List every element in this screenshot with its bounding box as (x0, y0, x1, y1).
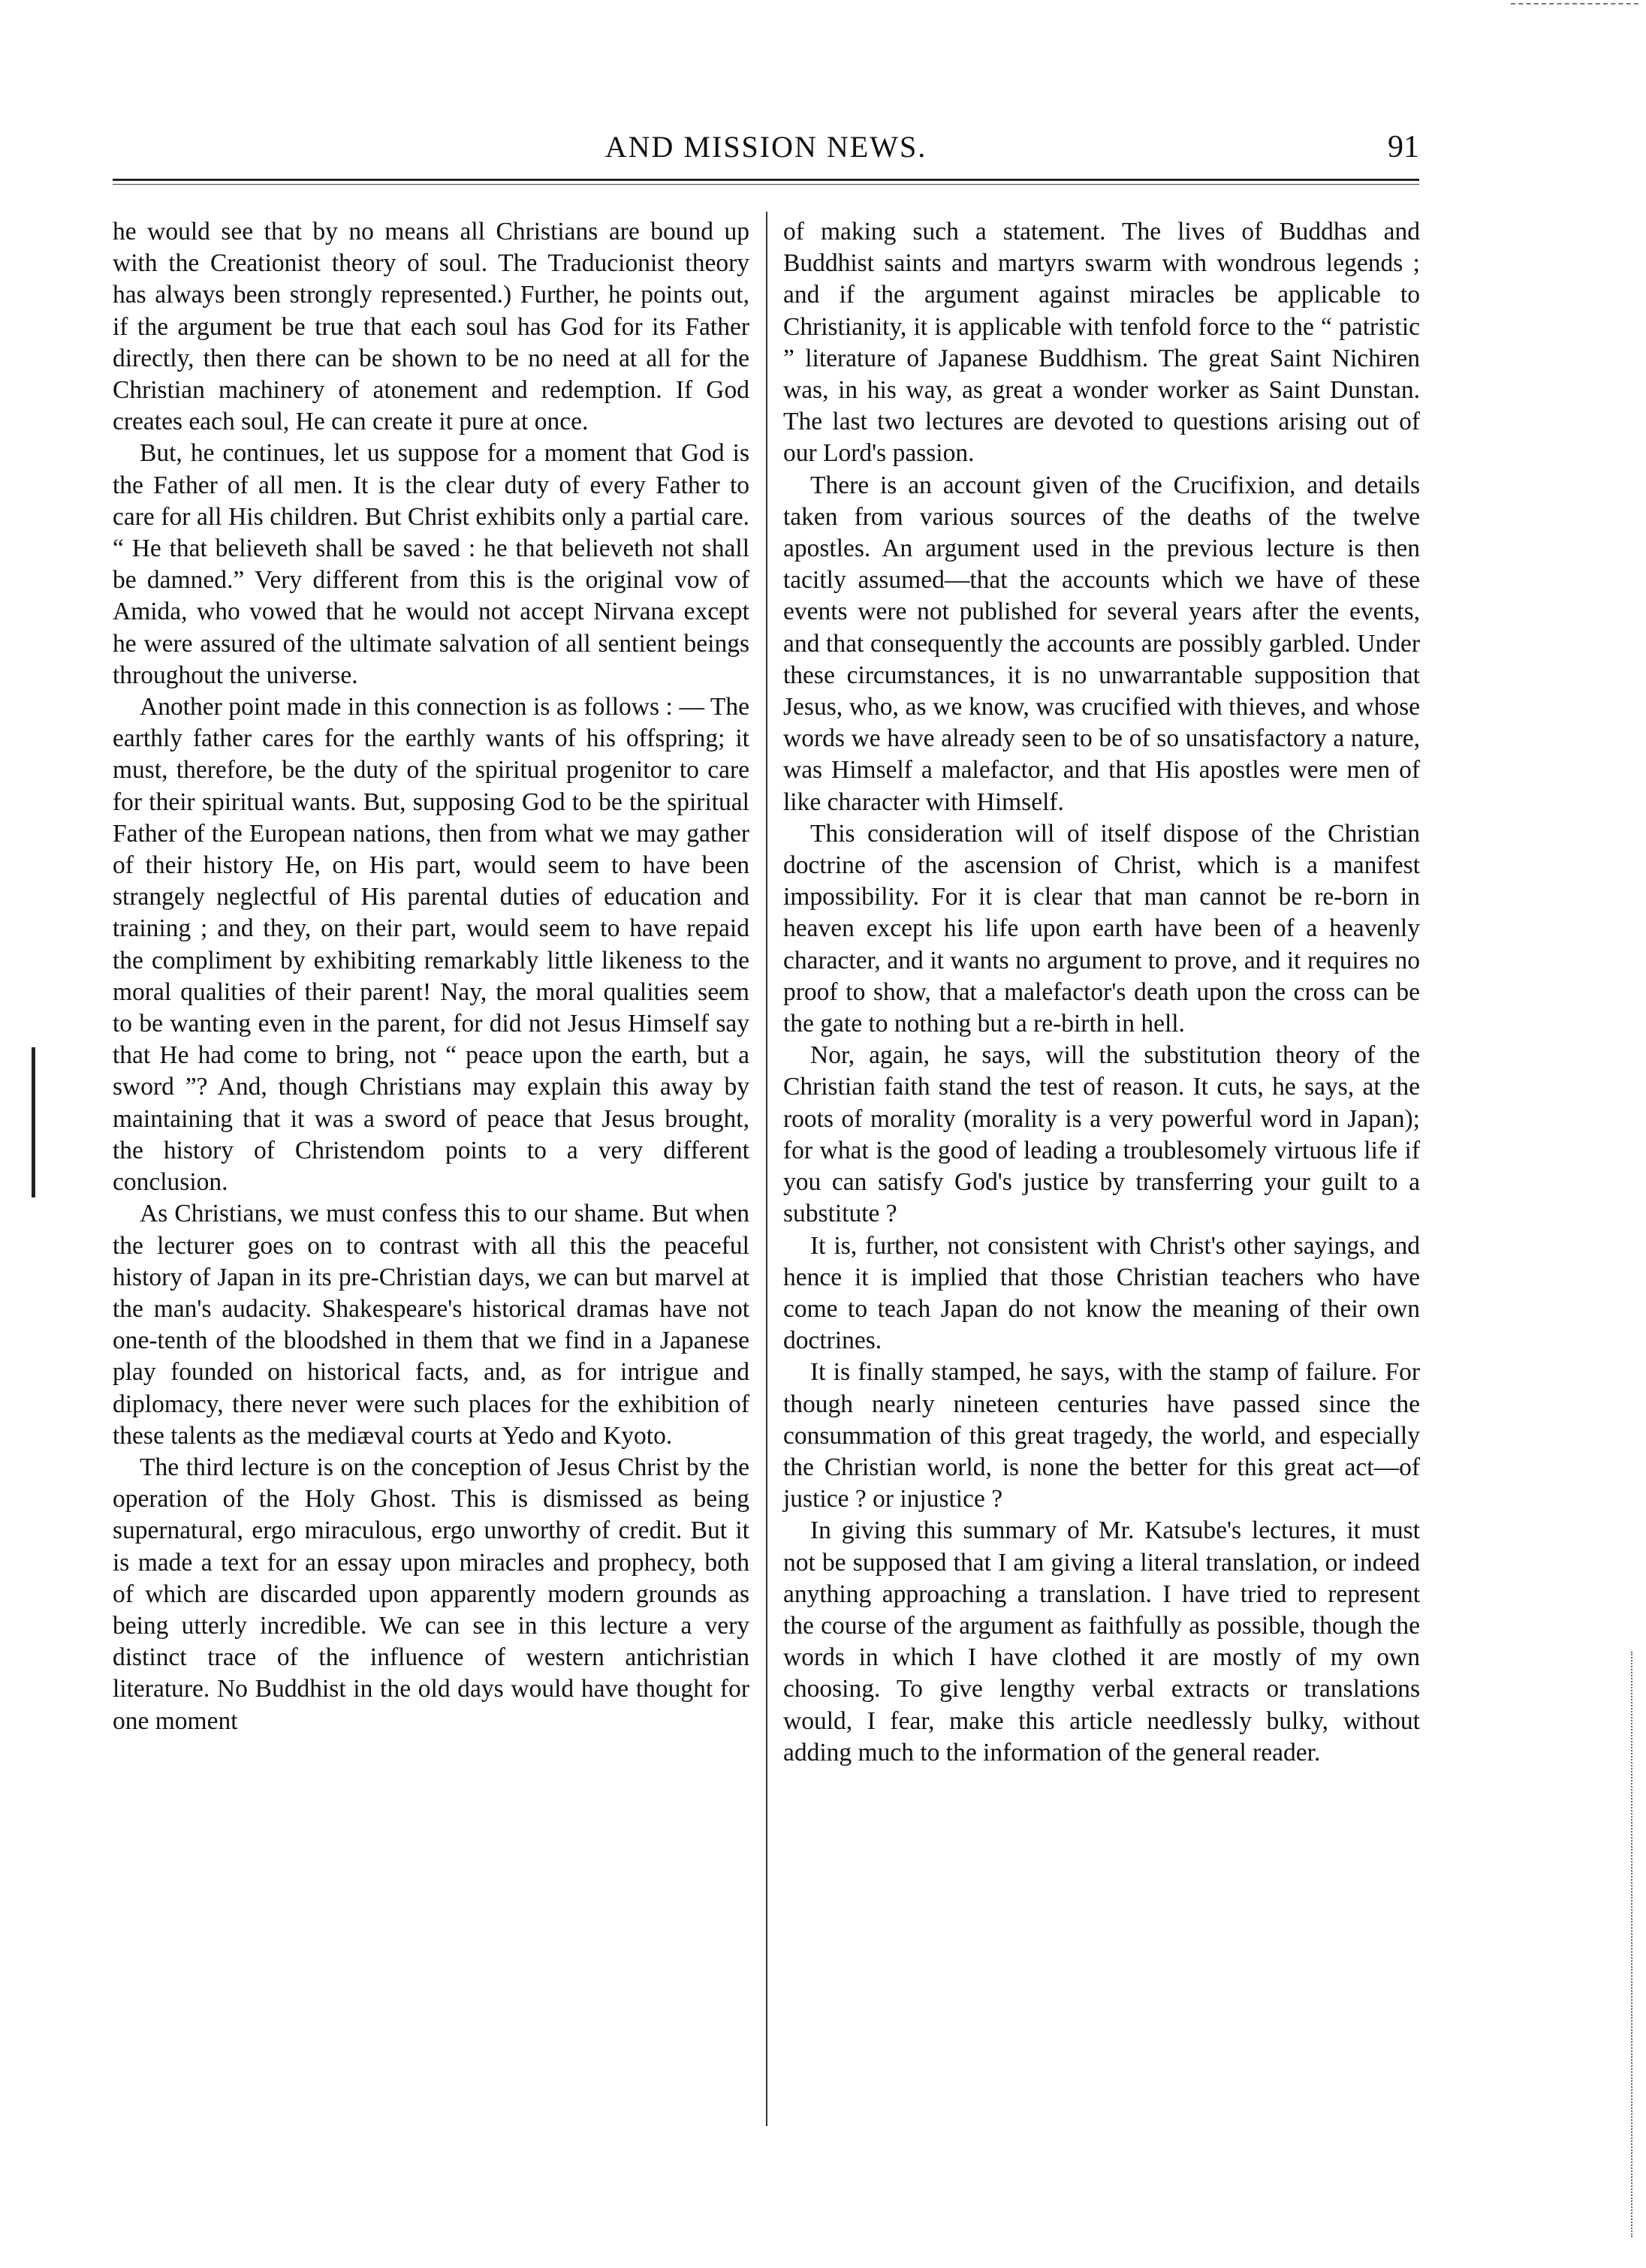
paragraph: In giving this summary of Mr. Katsube's lectures, it must not be supposed that I am giving a literal translation, or indeed anything approaching a translation. I have tried to represent the course of the argument as faithfully as possible, though the words in which I have clothed it are mostly of my own choosing. To give lengthy verbal extracts or translations would, I fear, make this article needlessly bulky, without adding much to the information of the general reader. (783, 1517, 1420, 1767)
paragraph: of making such a statement. The lives of Buddhas and Buddhist saints and martyrs swarm with wondrous legends ; and if the argument against miracles be applicable to Christianity, it is applicable with tenfold force to the “ patristic ” literature of Japanese Buddhism. The great Saint Nichiren was, in his way, as great a wonder worker as Saint Dunstan. The last two lectures are devoted to questions arising out of our Lord's passion. (783, 218, 1420, 468)
column-divider (766, 212, 767, 2126)
paragraph: It is finally stamped, he says, with the stamp of failure. For though nearly nineteen centuries have passed since the consummation of this great tragedy, the world, and especially the Christian world, is none the better for this great act—of justice ? or injustice ? (783, 1358, 1420, 1514)
paragraph: Another point made in this connection is as follows : — The earthly father cares for the earthly wants of his offspring; it must, therefore, be the duty of the spiritual progenitor to care for their spiritual wants. But, supposing God to be the spiritual Father of the European nations, then from what we may gather of their history He, on His part, would seem to have been strangely neglectful of His parental duties of education and training ; and they, on their part, would seem to have repaid the compliment by exhibiting remarkably little likeness to the moral qualities of their parent! Nay, the moral qualities seem to be wanting even in the parent, for did not Jesus Himself say that He had come to bring, not “ peace upon the earth, but a sword ”? And, though Christians may explain this away by maintaining that it was a sword of peace that Jesus brought, the history of Christendom points to a very different conclusion. (113, 693, 749, 1197)
paragraph: But, he continues, let us suppose for a moment that God is the Father of all men. It is the clear duty of every Father to care for all His children. But Christ exhibits only a partial care. “ He that believeth shall be saved : he that believeth not shall be damned.” Very different from this is the original vow of Amida, who vowed that he would not accept Nirvana except he were assured of the ultimate salvation of all sentient beings throughout the universe. (113, 439, 749, 689)
page-header (113, 129, 1419, 174)
left-column (113, 216, 749, 1737)
margin-bar-mark (32, 1047, 35, 1197)
paragraph: The third lecture is on the conception of Jesus Christ by the operation of the Holy Ghost. This is dismissed as being supernatural, ergo miraculous, ergo unworthy of credit. But it is made a text for an essay upon miracles and prophecy, both of which are discarded upon apparently modern grounds as being utterly incredible. We can see in this lecture a very distinct trace of the influence of western antichristian literature. No Buddhist in the old days would have thought for one moment (113, 1453, 749, 1735)
paragraph: This consideration will of itself dispose of the Christian doctrine of the ascension of Christ, which is a manifest impossibility. For it is clear that man cannot be re-born in heaven except his life upon earth have been of a heavenly character, and it wants no argument to prove, and it requires no proof to show, that a malefactor's death upon the cross can be the gate to nothing but a re-birth in hell. (783, 819, 1420, 1038)
page-number: 91 (1388, 130, 1419, 164)
header-rule (113, 179, 1419, 185)
paragraph: It is, further, not consistent with Christ's other sayings, and hence it is implied that those Christian teachers who have come to teach Japan do not know the meaning of their own doctrines. (783, 1231, 1420, 1355)
corner-scan-mark (1511, 3, 1638, 5)
right-column (783, 216, 1420, 1769)
paragraph: Nor, again, he says, will the substitution theory of the Christian faith stand the test of reason. It cuts, he says, at the roots of morality (morality is a very powerful word in Japan); for what is the good of leading a troublesomely virtuous life if you can satisfy God's justice by transferring your guilt to a substitute ? (783, 1041, 1420, 1228)
paragraph: There is an account given of the Crucifixion, and details taken from various sources of the deaths of the twelve apostles. An argument used in the previous lecture is then tacitly assumed—that the accounts which we have of these events were not published for several years after the events, and that consequently the accounts are possibly garbled. Under these circumstances, it is no unwarrantable supposition that Jesus, who, as we know, was crucified with thieves, and whose words we have already seen to be of so unsatisfactory a nature, was Himself a malefactor, and that His apostles were men of like character with Himself. (783, 471, 1420, 816)
paragraph: As Christians, we must confess this to our shame. But when the lecturer goes on to contrast with all this the peaceful history of Japan in its pre-Christian days, we can but marvel at the man's audacity. Shakespeare's historical dramas have not one-tenth of the bloodshed in them that we find in a Japanese play founded on historical facts, and, as for intrigue and diplomacy, there never were such places for the exhibition of these talents as the mediæval courts at Yedo and Kyoto. (113, 1200, 749, 1450)
running-head: AND MISSION NEWS. (604, 130, 927, 164)
paragraph: he would see that by no means all Christians are bound up with the Creationist theory of soul. The Traducionist theory has always been strongly represented.) Further, he points out, if the argument be true that each soul has God for its Father directly, then there can be shown to be no need at all for the Christian machinery of atonement and redemption. If God creates each soul, He can create it pure at once. (113, 218, 749, 436)
margin-scan-specks (1631, 1652, 1635, 2237)
